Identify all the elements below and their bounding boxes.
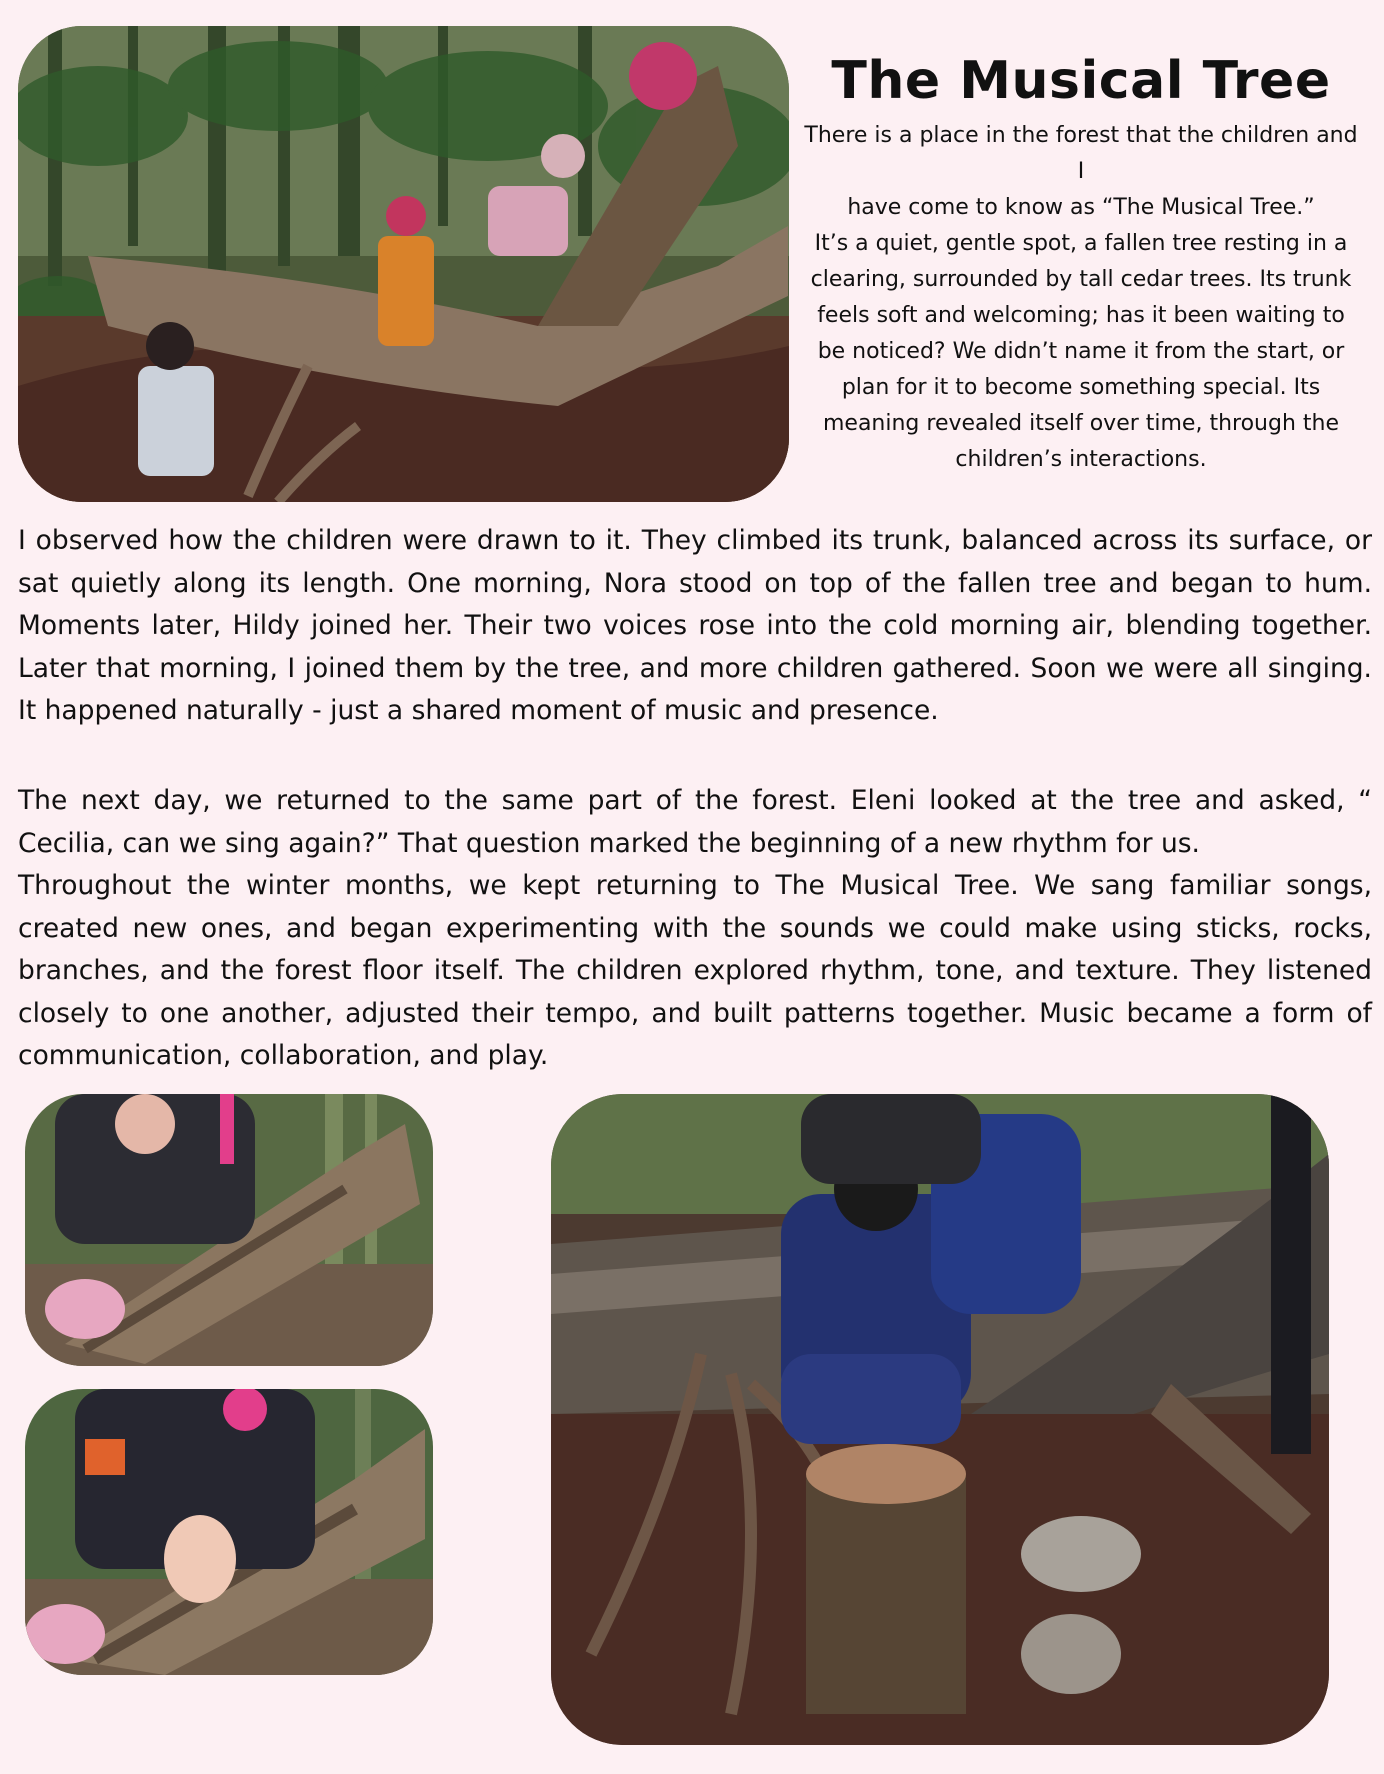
- intro-line: It’s a quiet, gentle spot, a fallen tree resting in a: [814, 230, 1348, 256]
- intro-line: children’s interactions.: [955, 446, 1207, 472]
- photo-child-drumming-on-stump: [551, 1094, 1329, 1745]
- title-block: [800, 52, 1362, 478]
- intro-line: plan for it to become something special. Its: [841, 374, 1321, 400]
- intro-line: feels soft and welcoming; has it been waiting to: [817, 302, 1345, 328]
- intro-text: [800, 118, 1362, 478]
- intro-line: have come to know as “The Musical Tree.”: [847, 194, 1315, 220]
- body-paragraph-2a: The next day, we returned to the same part of the forest. Eleni looked at the tree and asked, “ Cecilia, can we sing again?” That question marked the beginning of a new rhythm for us.: [18, 785, 1372, 859]
- page-title: The Musical Tree: [831, 51, 1331, 111]
- intro-line: clearing, surrounded by tall cedar trees. Its trunk: [810, 266, 1352, 292]
- body-paragraph-2b: Throughout the winter months, we kept returning to The Musical Tree. We sang familiar songs, created new ones, and began experimenting with the sounds we could make using sticks, rocks, branches, and the forest floor itself. The children explored rhythm, tone, and texture. They listened closely to one another, adjusted their tempo, and built patterns together. Music became a form of communication, collaboration, and play.: [18, 870, 1372, 1071]
- intro-line: be noticed? We didn’t name it from the start, or: [817, 338, 1345, 364]
- body-paragraph-1: I observed how the children were drawn to it. They climbed its trunk, balanced across its surface, or sat quietly along its length. One morning, Nora stood on top of the fallen tree and began to hum. Moments later, Hildy joined her. Their two voices rose into the cold morning air, blending together. Later that morning, I joined them by the tree, and more children gathered. Soon we were all singing. It happened naturally - just a shared moment of music and presence.: [18, 525, 1372, 726]
- hero-photo-children-on-fallen-tree: [18, 26, 789, 502]
- photo-child-tapping-log: [25, 1094, 433, 1366]
- intro-line: meaning revealed itself over time, through the: [822, 410, 1339, 436]
- photo-child-hand-on-log: [25, 1389, 433, 1675]
- body-paragraph-2: [18, 780, 1372, 1078]
- intro-line: There is a place in the forest that the children and I: [804, 122, 1358, 184]
